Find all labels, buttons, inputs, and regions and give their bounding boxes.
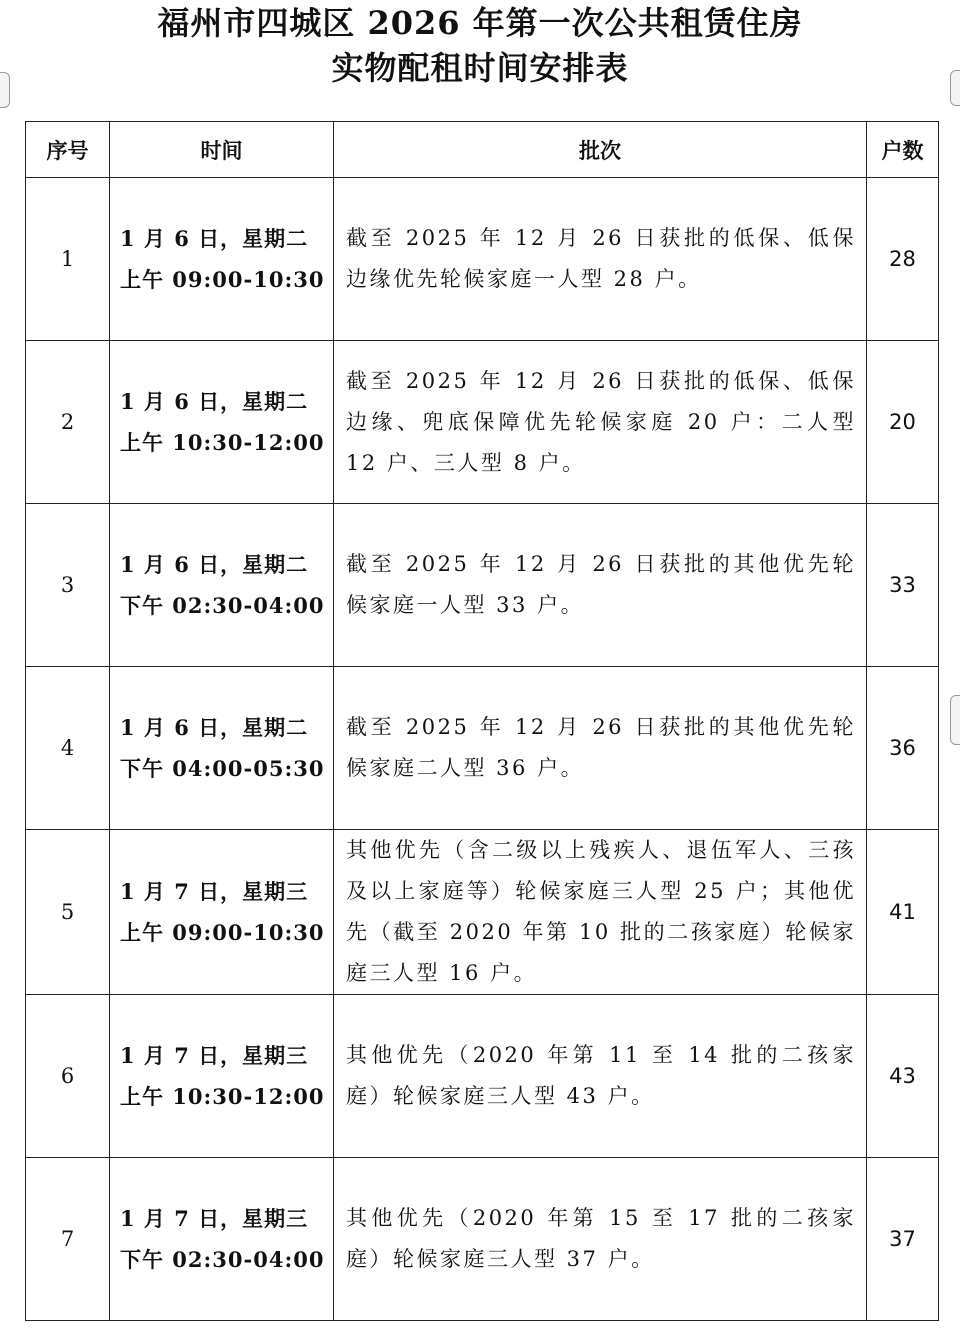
row-date: 1 月 6 日，星期二: [120, 715, 309, 740]
row-count: 28: [867, 178, 939, 341]
row-time: [110, 995, 334, 1158]
left-edge-handle[interactable]: [0, 72, 10, 108]
row-slot: 下午 02:30-04:00: [120, 1247, 325, 1272]
row-count: 43: [867, 995, 939, 1158]
row-no: 3: [26, 504, 110, 667]
row-no: 1: [26, 178, 110, 341]
row-date: 1 月 7 日，星期三: [120, 1043, 309, 1068]
schedule-table: [25, 121, 939, 1321]
row-slot: 上午 09:00-10:30: [120, 267, 325, 292]
row-batch: 其他优先（2020 年第 15 至 17 批的二孩家庭）轮候家庭三人型 37 户。: [334, 1158, 867, 1321]
row-time: [110, 667, 334, 830]
row-no: 2: [26, 341, 110, 504]
right-edge-handle-top[interactable]: [950, 70, 960, 106]
row-date: 1 月 6 日，星期二: [120, 552, 309, 577]
row-time: [110, 178, 334, 341]
table-row: [26, 178, 939, 341]
row-date: 1 月 7 日，星期三: [120, 879, 309, 904]
table-header-row: [26, 122, 939, 178]
row-slot: 下午 04:00-05:30: [120, 756, 325, 781]
row-count: 36: [867, 667, 939, 830]
header-batch: 批次: [334, 122, 867, 178]
row-batch: 截至 2025 年 12 月 26 日获批的其他优先轮候家庭二人型 36 户。: [334, 667, 867, 830]
row-time: [110, 504, 334, 667]
row-no: 5: [26, 830, 110, 995]
row-date: 1 月 6 日，星期二: [120, 389, 309, 414]
table-row: [26, 1158, 939, 1321]
table-row: [26, 830, 939, 995]
row-slot: 上午 10:30-12:00: [120, 430, 325, 455]
row-batch: 截至 2025 年 12 月 26 日获批的其他优先轮候家庭一人型 33 户。: [334, 504, 867, 667]
table-row: [26, 341, 939, 504]
row-count: 33: [867, 504, 939, 667]
row-time: [110, 341, 334, 504]
row-count: 20: [867, 341, 939, 504]
row-batch: 截至 2025 年 12 月 26 日获批的低保、低保边缘优先轮候家庭一人型 28 户。: [334, 178, 867, 341]
row-batch: 其他优先（2020 年第 11 至 14 批的二孩家庭）轮候家庭三人型 43 户。: [334, 995, 867, 1158]
row-batch: 截至 2025 年 12 月 26 日获批的低保、低保边缘、兜底保障优先轮候家庭 20 户：二人型 12 户、三人型 8 户。: [334, 341, 867, 504]
row-batch: 其他优先（含二级以上残疾人、退伍军人、三孩及以上家庭等）轮候家庭三人型 25 户；其他优先（截至 2020 年第 10 批的二孩家庭）轮候家庭三人型 16 户。: [334, 830, 867, 995]
row-slot: 上午 09:00-10:30: [120, 920, 325, 945]
row-no: 6: [26, 995, 110, 1158]
document-title-line-1: 福州市四城区 2026 年第一次公共租赁住房: [157, 4, 803, 42]
row-date: 1 月 6 日，星期二: [120, 226, 309, 251]
row-count: 41: [867, 830, 939, 995]
row-time: [110, 1158, 334, 1321]
header-count: 户数: [867, 122, 939, 178]
row-no: 7: [26, 1158, 110, 1321]
table-row: [26, 995, 939, 1158]
right-edge-handle-middle[interactable]: [950, 695, 960, 745]
row-slot: 上午 10:30-12:00: [120, 1084, 325, 1109]
header-no: 序号: [26, 122, 110, 178]
row-no: 4: [26, 667, 110, 830]
row-count: 37: [867, 1158, 939, 1321]
row-slot: 下午 02:30-04:00: [120, 593, 325, 618]
table-row: [26, 504, 939, 667]
table-row: [26, 667, 939, 830]
row-date: 1 月 7 日，星期三: [120, 1206, 309, 1231]
document-title-line-2: 实物配租时间安排表: [331, 49, 629, 87]
header-time: 时间: [110, 122, 334, 178]
row-time: [110, 830, 334, 995]
